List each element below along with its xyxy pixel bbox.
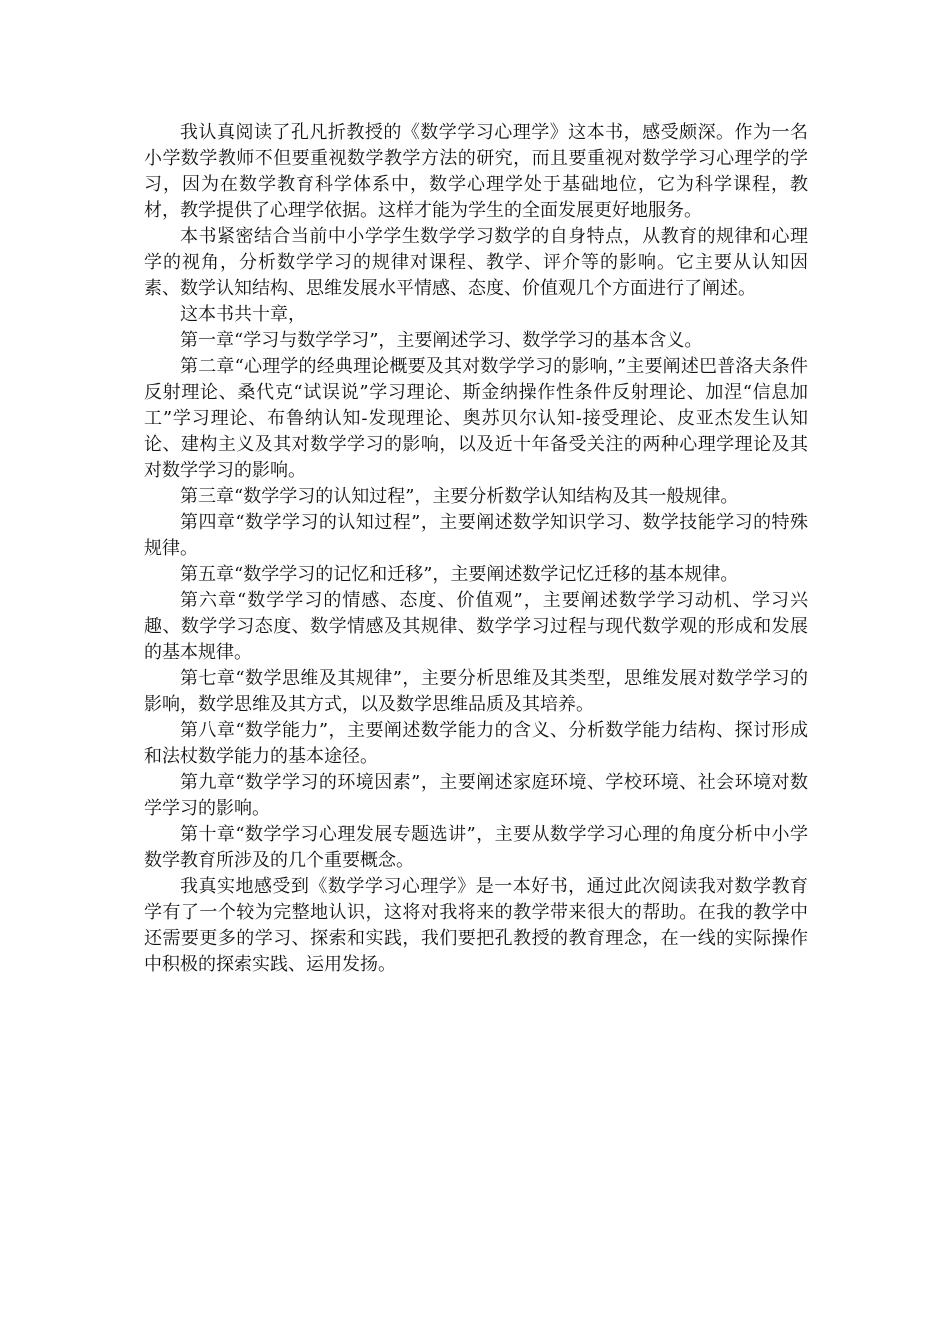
paragraph-chapter-5: 第五章“数学学习的记忆和迁移”，主要阐述数学记忆迁移的基本规律。	[180, 564, 739, 585]
paragraph-chapter-count: 这本书共十章，	[180, 304, 306, 325]
paragraph-chapter-8: 第八章“数学能力”，主要阐述数学能力的含义、分析数学能力结构、探讨形成和法杖数学能力的基本途径。	[144, 720, 808, 767]
document-body	[144, 120, 808, 978]
paragraph-chapter-2: 第二章“心理学的经典理论概要及其对数学学习的影响，”主要阐述巴普洛夫条件反射理论、桑代克“试误说”学习理论、斯金纳操作性条件反射理论、加涅“信息加工”学习理论、布鲁纳认知-发现理论、奥苏贝尔认知-接受理论、皮亚杰发生认知论、建构主义及其对数学学习的影响，以及近十年备受关注的两种心理学理论及其对数学学习的影响。	[144, 356, 808, 481]
paragraph-chapter-4: 第四章“数学学习的认知过程”，主要阐述数学知识学习、数学技能学习的特殊规律。	[144, 512, 808, 559]
paragraph-chapter-6: 第六章“数学学习的情感、态度、价值观”，主要阐述数学学习动机、学习兴趣、数学学习态度、数学情感及其规律、数学学习过程与现代数学观的形成和发展的基本规律。	[144, 590, 808, 663]
paragraph-chapter-7: 第七章“数学思维及其规律”，主要分析思维及其类型，思维发展对数学学习的影响，数学思维及其方式，以及数学思维品质及其培养。	[144, 668, 808, 715]
paragraph-chapter-10: 第十章“数学学习心理发展专题选讲”，主要从数学学习心理的角度分析中小学数学教育所涉及的几个重要概念。	[144, 824, 808, 871]
paragraph-intro: 我认真阅读了孔凡折教授的《数学学习心理学》这本书，感受颇深。作为一名小学数学教师不但要重视数学教学方法的研究，而且要重视对数学学习心理学的学习，因为在数学教育科学体系中，数学心理学处于基础地位，它为科学课程，教材，教学提供了心理学依据。这样才能为学生的全面发展更好地服务。	[144, 122, 808, 221]
paragraph-chapter-3: 第三章“数学学习的认知过程”，主要分析数学认知结构及其一般规律。	[180, 486, 739, 507]
paragraph-chapter-9: 第九章“数学学习的环境因素”，主要阐述家庭环境、学校环境、社会环境对数学学习的影响。	[144, 772, 808, 819]
paragraph-conclusion: 我真实地感受到《数学学习心理学》是一本好书，通过此次阅读我对数学教育学有了一个较为完整地认识，这将对我将来的教学带来很大的帮助。在我的教学中还需要更多的学习、探索和实践，我们要把孔教授的教育理念，在一线的实际操作中积极的探索实践、运用发扬。	[144, 876, 808, 975]
paragraph-chapter-1: 第一章“学习与数学学习”，主要阐述学习、数学学习的基本含义。	[180, 330, 703, 351]
paragraph-book-overview: 本书紧密结合当前中小学学生数学学习数学的自身特点，从教育的规律和心理学的视角，分析数学学习的规律对课程、教学、评介等的影响。它主要从认知因素、数学认知结构、思维发展水平情感、态度、价值观几个方面进行了阐述。	[144, 226, 808, 299]
